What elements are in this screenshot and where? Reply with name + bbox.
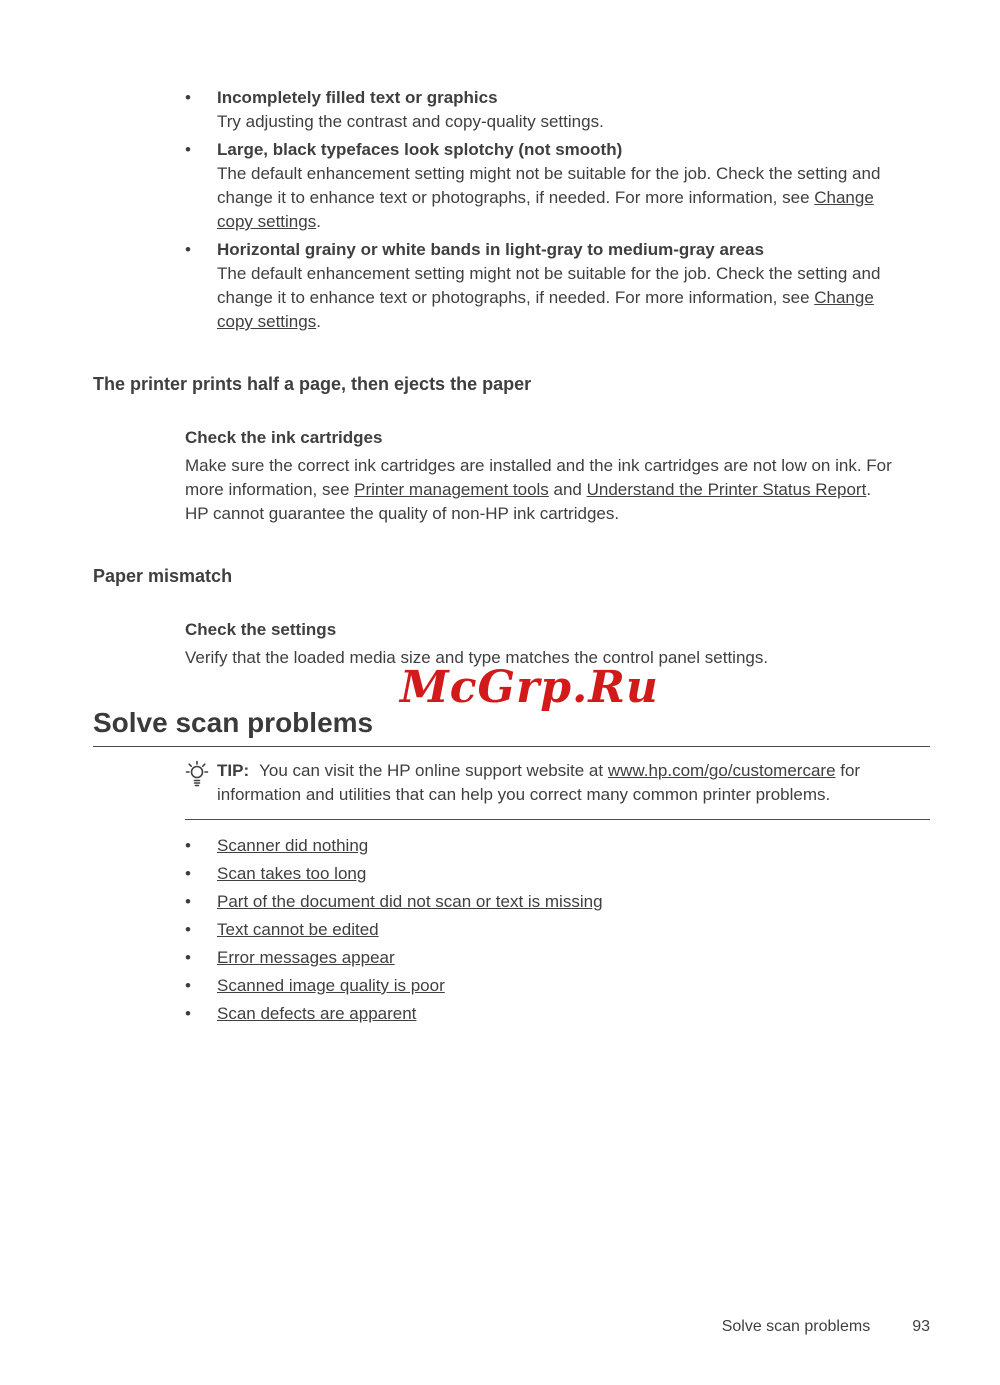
paragraph [185,454,920,502]
error-messages-appear-link[interactable]: Error messages appear [217,948,395,967]
tip-box [185,759,930,820]
copy-issues-list [185,0,930,334]
list-item [185,890,930,914]
bullet-icon: • [185,920,191,939]
bullet-icon: • [185,948,191,967]
watermark: McGrp.Ru [400,662,659,713]
paragraph-text: Verify that the loaded media size and type matches the control panel settings. [185,648,769,667]
issue-title: Incompletely filled text or graphics [217,88,498,107]
issue-title: Horizontal grainy or white bands in light-gray to medium-gray areas [217,240,764,259]
paragraph-text: HP cannot guarantee the quality of non-HP ink cartridges. [185,504,620,523]
paragraph [185,646,920,670]
tip-label: TIP: [217,761,250,780]
list-item [185,946,930,970]
bullet-icon: • [185,864,191,883]
list-item [185,862,930,886]
page-title-solve-scan-problems: Solve scan problems [93,707,374,738]
issue-body [217,162,902,234]
issue-body-text: . [316,312,321,331]
list-item [185,86,930,134]
half-page-section-body [185,426,930,526]
bullet-icon: • [185,88,191,107]
subheading-check-settings: Check the settings [185,620,337,639]
scan-problems-link-list [185,834,930,1026]
scanned-image-quality-poor-link[interactable]: Scanned image quality is poor [217,976,445,995]
page-footer [722,1315,930,1339]
issue-title: Large, black typefaces look splotchy (not smooth) [217,140,623,159]
footer-section-label: Solve scan problems [721,1318,871,1335]
issue-body-text: Try adjusting the contrast and copy-quality settings. [217,112,604,131]
tip-body-text: for information and utilities that can help you correct many common printer problems. [217,761,861,804]
bullet-icon: • [185,836,191,855]
section-heading-half-page: The printer prints half a page, then ejects the paper [93,374,532,394]
tip-text [217,759,882,807]
scanner-did-nothing-link[interactable]: Scanner did nothing [217,836,369,855]
paragraph-text: Make sure the correct ink cartridges are installed and the ink cartridges are not low on ink. For more information, see [185,456,892,499]
list-item [185,834,930,858]
list-item [185,138,930,234]
issue-body-text: The default enhancement setting might not be suitable for the job. Check the setting and change it to enhance text or photographs, if needed. For more information, see [217,264,881,307]
list-item [185,1002,930,1026]
bullet-icon: • [185,976,191,995]
list-item [185,918,930,942]
list-item [185,974,930,998]
section-heading-paper-mismatch: Paper mismatch [93,566,233,586]
bullet-icon: • [185,140,191,159]
printer-management-tools-link[interactable]: Printer management tools [354,480,549,499]
scan-defects-apparent-link[interactable]: Scan defects are apparent [217,1004,417,1023]
lightbulb-icon [185,759,217,807]
divider [93,746,930,747]
printer-status-report-link[interactable]: Understand the Printer Status Report [586,480,867,499]
paragraph-text: and [548,480,587,499]
hp-support-website-link[interactable]: www.hp.com/go/customercare [607,761,836,780]
issue-body-text: The default enhancement setting might not be suitable for the job. Check the setting and change it to enhance text or photographs, if needed. For more information, see [217,164,881,207]
scan-takes-too-long-link[interactable]: Scan takes too long [217,864,367,883]
issue-body-text: . [316,212,321,231]
bullet-icon: • [185,240,191,259]
paper-mismatch-section-body [185,618,930,670]
tip-body-text: You can visit the HP online support website at [259,761,608,780]
list-item [185,238,930,334]
paragraph-text: . [866,480,872,499]
bullet-icon: • [185,1004,191,1023]
text-cannot-be-edited-link[interactable]: Text cannot be edited [217,920,379,939]
issue-body [217,110,604,134]
bullet-icon: • [185,892,191,911]
part-not-scanned-link[interactable]: Part of the document did not scan or text is missing [217,892,603,911]
issue-body [217,262,902,334]
subheading-check-ink-cartridges: Check the ink cartridges [185,428,383,447]
change-copy-settings-link[interactable]: Change copy settings [217,188,874,231]
paragraph [185,502,920,526]
change-copy-settings-link[interactable]: Change copy settings [217,288,874,331]
page-number: 93 [912,1318,930,1335]
